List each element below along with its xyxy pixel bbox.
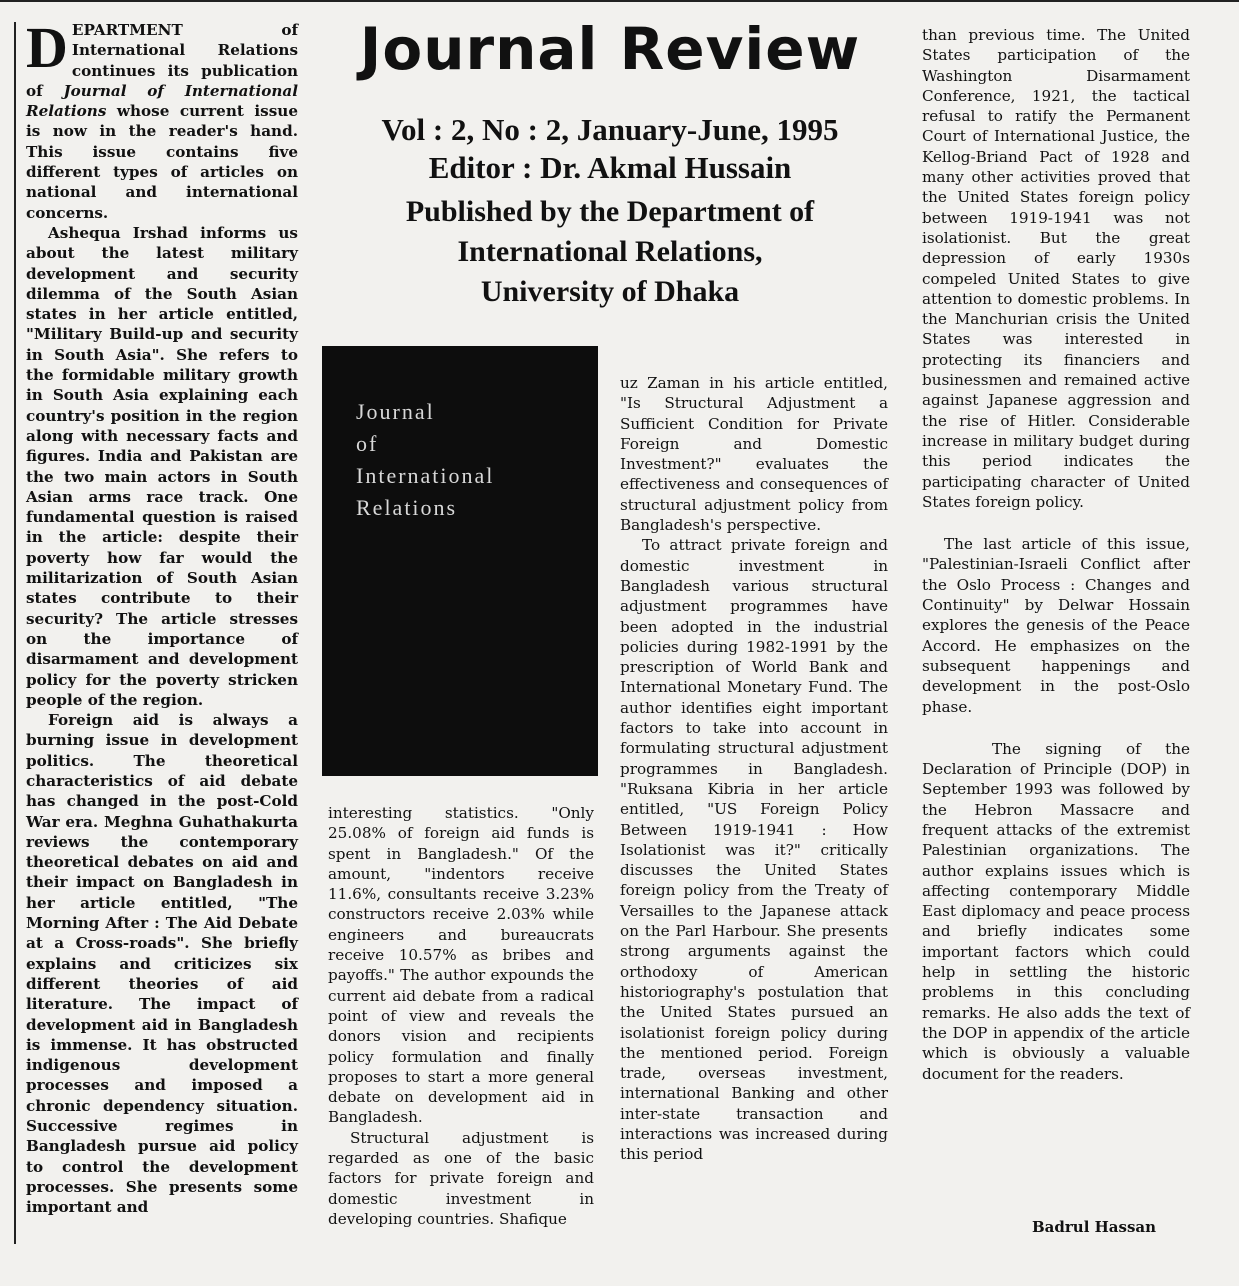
intro-text-cont: whose current issue is now in the reader's hand. This issue contains five different types of articles on national and international concerns. bbox=[26, 102, 298, 222]
intro-paragraph bbox=[26, 15, 299, 223]
cover-title bbox=[356, 396, 494, 524]
paragraph: To attract private foreign and domestic investment in Bangladesh various structural adjustment programmes have been adopted in the industrial policies during 1982-1991 by the prescription of World Bank and International Monetary Fund. The author identifies eight important factors to take into account in formulating structural adjustment programmes in Bangladesh. "Ruksana Kibria in her article entitled, "US Foreign Policy Between 1919-1941 : How Isolationist was it?" critically discusses the United States foreign policy from the Treaty of Versailles to the Japanese attack on the Parl Harbour. She presents strong arguments against the orthodoxy of American historiography's postulation that the United States pursued an isolationist foreign policy during the mentioned period. Foreign trade, overseas investment, international Banking and other inter-state transaction and interactions was increased during this period bbox=[620, 536, 888, 1164]
paragraph: The last article of this issue, "Palestinian-Israeli Conflict after the Oslo Process : Changes and Continuity" by Delwar Hossain explores the genesis of the Peace Accord. He emphasizes on the subsequent happenings and development in the post-Oslo phase. bbox=[922, 535, 1190, 716]
publisher-line-3: University of Dhaka bbox=[480, 275, 740, 308]
paragraph: Foreign aid is always a burning issue in development politics. The theoretical characteristics of aid debate has changed in the post-Cold War era. Meghna Guhathakurta reviews the contemporary theoretical debates on aid and their impact on Bangladesh in her article entitled, "The Morning After : The Aid Debate at a Cross-roads". She briefly explains and criticizes six different theories of aid literature. The impact of development aid in Bangladesh is immense. It has obstructed indigenous development processes and imposed a chronic dependency situation. Successive regimes in Bangladesh pursue aid policy to control the development processes. She presents some important and bbox=[26, 711, 298, 1217]
paragraph: The signing of the Declaration of Principle (DOP) in September 1993 was followed by the Hebron Massacre and frequent attacks of the extremist Palestinian organizations. The author explains issues which is affecting contemporary Middle East diplomacy and peace process and briefly indicates some important factors which could help in settling the historic problems in this concluding remarks. He also adds the text of the DOP in appendix of the article which is obviously a valuable document for the readers. bbox=[922, 739, 1190, 1083]
author-signature: Badrul Hassan bbox=[1032, 1218, 1157, 1236]
top-rule bbox=[0, 0, 1239, 2]
paragraph: interesting statistics. "Only 25.08% of foreign aid funds is spent in Bangladesh." Of the amount, "indentors receive 11.6%, consultants receive 3.23% constructors receive 2.03% while engineers and bureaucrats receive 10.57% as bribes and payoffs." The author expounds the current aid debate from a radical point of view and reveals the donors vision and recipients policy formulation and finally proposes to start a more general debate on development aid in Bangladesh. bbox=[328, 804, 594, 1127]
cover-title-line: Journal bbox=[356, 399, 435, 424]
journal-cover-image bbox=[322, 346, 598, 776]
cover-title-line: International bbox=[356, 463, 495, 488]
publisher-line-2: International Relations, bbox=[457, 235, 763, 268]
cover-title-line: of bbox=[356, 431, 379, 456]
paragraph: Ashequa Irshad informs us about the latest military development and security dilemma of the South Asian states in her article entitled, "Military Build-up and security in South Asia". She refers to the formidable military growth in South Asia explaining each country's position in the region along with necessary facts and figures. India and Pakistan are the two main actors in South Asian arms race track. One fundamental question is raised in the article: despite their poverty how far would the militarization of South Asian states contribute to their security? The article stresses on the importance of disarmament and development policy for the poverty stricken people of the region. bbox=[26, 223, 298, 709]
paragraph: than previous time. The United States participation of the Washington Disarmament Conference, 1921, the tactical refusal to ratify the Permanent Court of International Justice, the Kellog-Briand Pact of 1928 and many other activities proved that the United States foreign policy between 1919-1941 was not isolationist. But the great depression of early 1930s compeled United States to give attention to domestic problems. In the Manchurian crisis the United States was interested in protecting its financiers and businessmen and remained active against Japanese aggression and the rise of Hitler. Considerable increase in military budget during this period indicates the participating character of United States foreign policy. bbox=[922, 26, 1190, 511]
journal-name: Journal of International Relations bbox=[26, 81, 299, 121]
intro-text: EPARTMENT of International Relations continues its publication of bbox=[26, 21, 298, 100]
issue-volume: Vol : 2, No : 2, January-June, 1995 bbox=[381, 112, 839, 147]
cover-title-line: Relations bbox=[356, 495, 458, 520]
drop-cap: D bbox=[26, 15, 68, 80]
article-column-4 bbox=[922, 25, 1190, 1084]
issue-editor: Editor : Dr. Akmal Hussain bbox=[428, 150, 792, 185]
publisher-line-1: Published by the Department of bbox=[405, 195, 815, 228]
article-column-1 bbox=[26, 15, 299, 1218]
page-title: Journal Review bbox=[359, 15, 861, 83]
paragraph: uz Zaman in his article entitled, "Is Structural Adjustment a Sufficient Condition for Private Foreign and Domestic Investment?" evaluates the effectiveness and consequences of structural adjustment policy from Bangladesh's perspective. bbox=[620, 374, 888, 535]
paragraph: Structural adjustment is regarded as one of the basic factors for private foreign and domestic investment in developing countries. Shafique bbox=[328, 1128, 594, 1228]
left-column-rule bbox=[14, 22, 16, 1244]
article-column-3 bbox=[620, 373, 888, 1165]
article-column-2 bbox=[328, 803, 594, 1229]
